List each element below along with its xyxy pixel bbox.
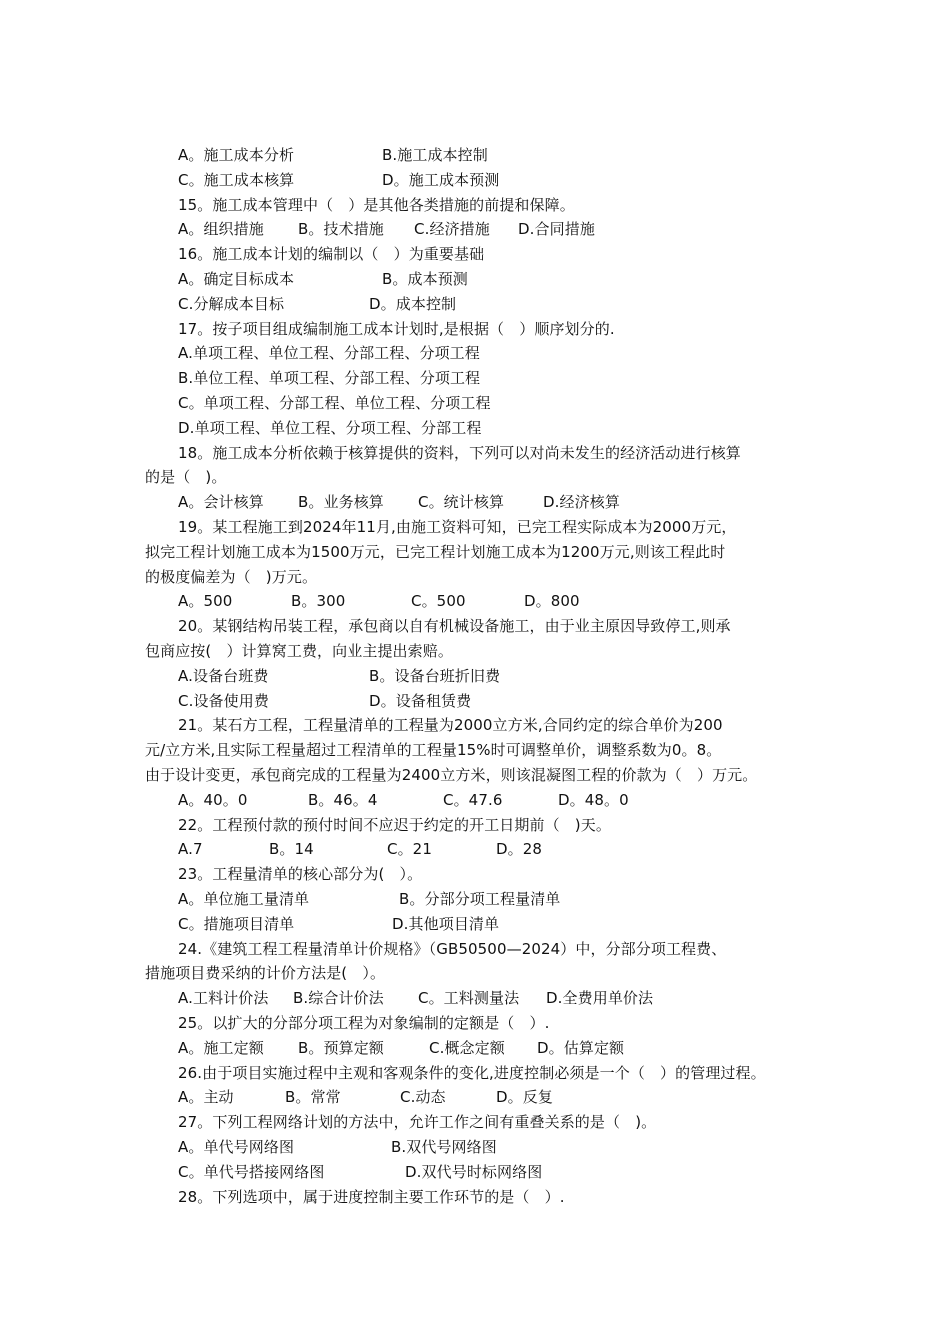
line-q19-stem-1: 19。某工程施工到2024年11月,由施工资料可知，已完工程实际成本为2000万元，	[178, 518, 737, 536]
option-choice: D.其他项目清单	[392, 914, 500, 933]
option-choice: A.工料计价法	[178, 989, 269, 1008]
option-choice: B。14	[269, 840, 314, 859]
option-choice: C。统计核算	[418, 493, 505, 512]
line-q16-stem: 16。施工成本计划的编制以（ ）为重要基础	[178, 245, 485, 264]
option-choice: D。设备租赁费	[369, 691, 472, 710]
option-choice: D。48。0	[558, 790, 629, 809]
option-choice: C.动态	[400, 1088, 446, 1107]
option-choice: D。28	[496, 840, 543, 859]
option-choice: B。分部分项工程量清单	[399, 890, 561, 908]
line-q15-stem: 15。施工成本管理中（ ）是其他各类措施的前提和保障。	[178, 195, 575, 214]
line-q18-stem-1: 18。施工成本分析依赖于核算提供的资料，下列可以对尚未发生的经济活动进行核算	[178, 443, 741, 462]
option-choice: C。47.6	[443, 790, 503, 809]
option-choice: A。500	[178, 592, 233, 611]
line-q25-stem: 25。以扩大的分部分项工程为对象编制的定额是（ ）.	[178, 1014, 550, 1032]
option-choice: A。施工定额	[178, 1038, 264, 1057]
option-choice: A。组织措施	[178, 220, 264, 239]
option-choice: D.全费用单价法	[546, 989, 654, 1008]
line-q18-stem-2: 的是（ )。	[145, 468, 227, 487]
line-q22-stem: 22。工程预付款的预付时间不应迟于约定的开工日期前（ )天。	[178, 815, 611, 834]
option-choice: A.设备台班费	[178, 666, 269, 685]
line-q17-stem: 17。按子项目组成编制施工成本计划时,是根据（ ）顺序划分的.	[178, 319, 615, 338]
option-choice: B。300	[291, 592, 346, 611]
option-choice: D.合同措施	[518, 220, 595, 239]
option-choice: B。技术措施	[298, 220, 384, 239]
option-choice: A。单代号网络图	[178, 1138, 295, 1156]
line-q21-stem-3: 由于设计变更，承包商完成的工程量为2400立方米，则该混凝图工程的价款为（ ）万元。	[145, 766, 758, 784]
line-q23-stem: 23。工程量清单的核心部分为( ）。	[178, 865, 423, 884]
line-q19-stem-2: 拟完工程计划施工成本为1500万元，已完工程计划施工成本为1200万元,则该工程此时	[145, 542, 726, 561]
option-choice: B.施工成本控制	[382, 146, 488, 164]
option-choice: D.经济核算	[543, 493, 620, 512]
option-choice: C.概念定额	[429, 1038, 505, 1057]
line-q20-stem-2: 包商应按( ）计算窝工费，向业主提出索赔。	[145, 642, 453, 660]
option-choice: B。业务核算	[298, 493, 384, 512]
line-q17-option-b: B.单位工程、单项工程、分部工程、分项工程	[178, 369, 481, 388]
option-choice: C。施工成本核算	[178, 170, 295, 189]
line-q17-option-d: D.单项工程、单位工程、分项工程、分部工程	[178, 418, 482, 437]
option-choice: C.分解成本目标	[178, 294, 285, 313]
option-choice: A。主动	[178, 1088, 234, 1107]
option-choice: B。预算定额	[298, 1038, 384, 1057]
option-choice: B。成本预测	[382, 270, 468, 288]
option-choice: D。施工成本预测	[382, 170, 500, 189]
option-choice: A。单位施工量清单	[178, 890, 310, 908]
option-choice: C。单代号搭接网络图	[178, 1162, 325, 1181]
option-choice: C。21	[387, 840, 432, 859]
line-q17-option-a: A.单项工程、单位工程、分部工程、分项工程	[178, 344, 480, 363]
line-q27-stem: 27。下列工程网络计划的方法中，允许工作之间有重叠关系的是（ )。	[178, 1113, 657, 1132]
option-choice: D。估算定额	[537, 1038, 625, 1057]
option-choice: D。反复	[496, 1088, 553, 1107]
option-choice: C。工料测量法	[418, 989, 520, 1008]
option-choice: C.经济措施	[414, 220, 490, 239]
line-q24-stem-1: 24.《建筑工程工程量清单计价规格》（GB50500—2024）中，分部分项工程费、	[178, 939, 727, 958]
option-choice: C.设备使用费	[178, 691, 269, 710]
line-q17-option-c: C。单项工程、分部工程、单位工程、分项工程	[178, 394, 491, 412]
line-q20-stem-1: 20。某钢结构吊装工程，承包商以自有机械设备施工，由于业主原因导致停工,则承	[178, 617, 731, 636]
line-q28-stem: 28。下列选项中，属于进度控制主要工作环节的是（ ）.	[178, 1187, 565, 1206]
line-q21-stem-2: 元/立方米,且实际工程量超过工程清单的工程量15%时可调整单价，调整系数为0。8。	[145, 741, 722, 760]
option-choice: A。会计核算	[178, 493, 264, 512]
option-choice: B.综合计价法	[293, 989, 384, 1008]
option-choice: D.双代号时标网络图	[405, 1162, 543, 1181]
option-choice: B.双代号网络图	[391, 1138, 497, 1156]
option-choice: C。500	[411, 592, 466, 611]
option-choice: A。40。0	[178, 790, 248, 809]
option-choice: D。成本控制	[369, 294, 457, 313]
option-choice: A。确定目标成本	[178, 270, 295, 288]
line-q24-stem-2: 措施项目费采纳的计价方法是( ）。	[145, 964, 386, 983]
line-q21-stem-1: 21。某石方工程，工程量清单的工程量为2000立方米,合同约定的综合单价为200	[178, 716, 723, 735]
option-choice: A。施工成本分析	[178, 146, 295, 164]
option-choice: B。46。4	[308, 790, 378, 809]
option-choice: A.7	[178, 840, 203, 859]
option-choice: C。措施项目清单	[178, 914, 295, 933]
line-q19-stem-3: 的极度偏差为（ )万元。	[145, 567, 318, 586]
option-choice: B。设备台班折旧费	[369, 666, 501, 685]
line-q26-stem: 26.由于项目实施过程中主观和客观条件的变化,进度控制必须是一个（ ）的管理过程。	[178, 1063, 766, 1082]
option-choice: D。800	[524, 592, 580, 611]
option-choice: B。常常	[285, 1088, 341, 1107]
